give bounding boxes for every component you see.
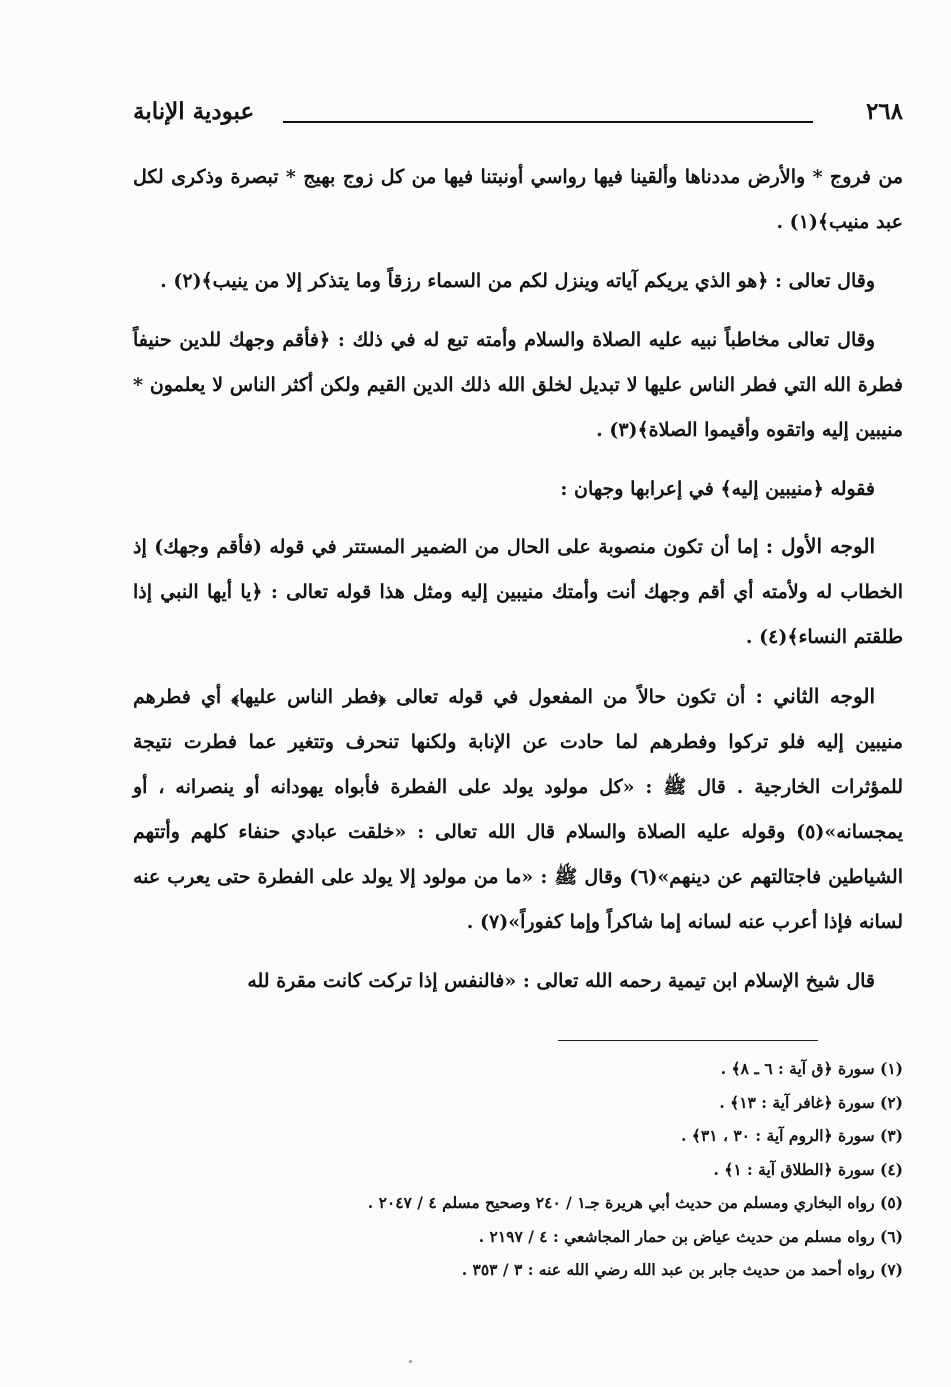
running-title: عبودية الإنابة: [133, 98, 255, 125]
footnote-1: (١) سورة ﴿ق آية : ٦ ـ ٨﴾ .: [720, 1059, 903, 1078]
footnote-separator: [558, 1040, 818, 1041]
paragraph-continuation: من فروج * والأرض مددناها وألقينا فيها رواسي أونبتنا فيها من كل زوج بهيج * تبصرة وذكرى لكل عبد منيب﴾(١) .: [133, 166, 903, 233]
paragraph-irab: فقوله ﴿منيبين إليه﴾ في إعرابها وجهان :: [560, 478, 875, 500]
wajh-thani-lead: الوجه الثاني :: [755, 684, 875, 708]
header-rule: [283, 121, 813, 123]
footnote-3: (٣) سورة ﴿الروم آية : ٣٠ ، ٣١﴾ .: [681, 1126, 903, 1145]
main-text: [133, 155, 903, 1018]
footnotes: [133, 1052, 903, 1287]
paragraph-wajh-thani: [133, 674, 903, 945]
page-header: [133, 88, 903, 148]
footnote-5: (٥) رواه البخاري ومسلم من حديث أبي هريرة جـ١ / ٢٤٠ وصحيح مسلم ٤ / ٢٠٤٧ .: [367, 1193, 903, 1212]
wajh-awwal-text: إما أن تكون منصوبة على الحال من الضمير المستتر في قوله (فأقم وجهك) إذ الخطاب له ولأمته أي أقم وجهك أنت وأمتك منيبين إليه ومثل هذا قوله تعالى : ﴿يا أيها النبي إذا طلقتم النساء﴾(٤) .: [133, 536, 903, 648]
paragraph-wajh-awwal: [133, 524, 903, 660]
footnote-4: (٤) سورة ﴿الطلاق آية : ١﴾ .: [713, 1159, 903, 1179]
page-number: ٢٦٨: [865, 98, 903, 125]
paragraph-rum: وقال تعالى مخاطباً نبيه عليه الصلاة والسلام وأمته تبع له في ذلك : ﴿فأقم وجهك للدين حنيفاً فطرة الله التي فطر الناس عليها لا تبديل لخلق الله ذلك الدين القيم ولكن أكثر الناس لا يعلمون * منيبين إليه واتقوه وأقيموا الصلاة﴾(٣) .: [133, 329, 903, 441]
footnote-7: (٧) رواه أحمد من حديث جابر بن عبد الله رضي الله عنه : ٣ / ٣٥٣ .: [461, 1260, 903, 1279]
wajh-awwal-lead: الوجه الأول :: [765, 534, 875, 558]
scan-speck: [409, 1360, 412, 1363]
wajh-thani-text: أن تكون حالاً من المفعول في قوله تعالى ﴿فطر الناس عليها﴾ أي فطرهم منيبين إليه فلو تركوا وفطرهم لما حادت عن الإنابة ولكنها تنحرف وتتغير عما فطرت نتيجة للمؤثرات الخارجية . قال ﷺ : «كل مولود يولد على الفطرة فأبواه يهودانه أو ينصرانه ، أو يمجسانه»(٥) وقوله عليه الصلاة والسلام قال الله تعالى : «خلقت عبادي حنفاء كلهم وأتتهم الشياطين فاجتالتهم عن دينهم»(٦) وقال ﷺ : «ما من مولود إلا يولد على الفطرة حتى يعرب عنه لسانه فإذا أعرب عنه لسانه إما شاكراً وإما كفوراً»(٧) .: [133, 686, 903, 933]
footnote-2: (٢) سورة ﴿غافر آية : ١٣﴾ .: [719, 1092, 903, 1112]
paragraph-ghafir: وقال تعالى : ﴿هو الذي يريكم آياته وينزل لكم من السماء رزقاً وما يتذكر إلا من ينيب﴾(٢) .: [160, 270, 875, 292]
footnote-6: (٦) رواه مسلم من حديث عياض بن حمار المجاشعي : ٤ / ٢١٩٧ .: [478, 1226, 903, 1246]
paragraph-ibn-taymiyya: قال شيخ الإسلام ابن تيمية رحمه الله تعالى : «فالنفس إذا تركت كانت مقرة لله: [247, 970, 875, 992]
